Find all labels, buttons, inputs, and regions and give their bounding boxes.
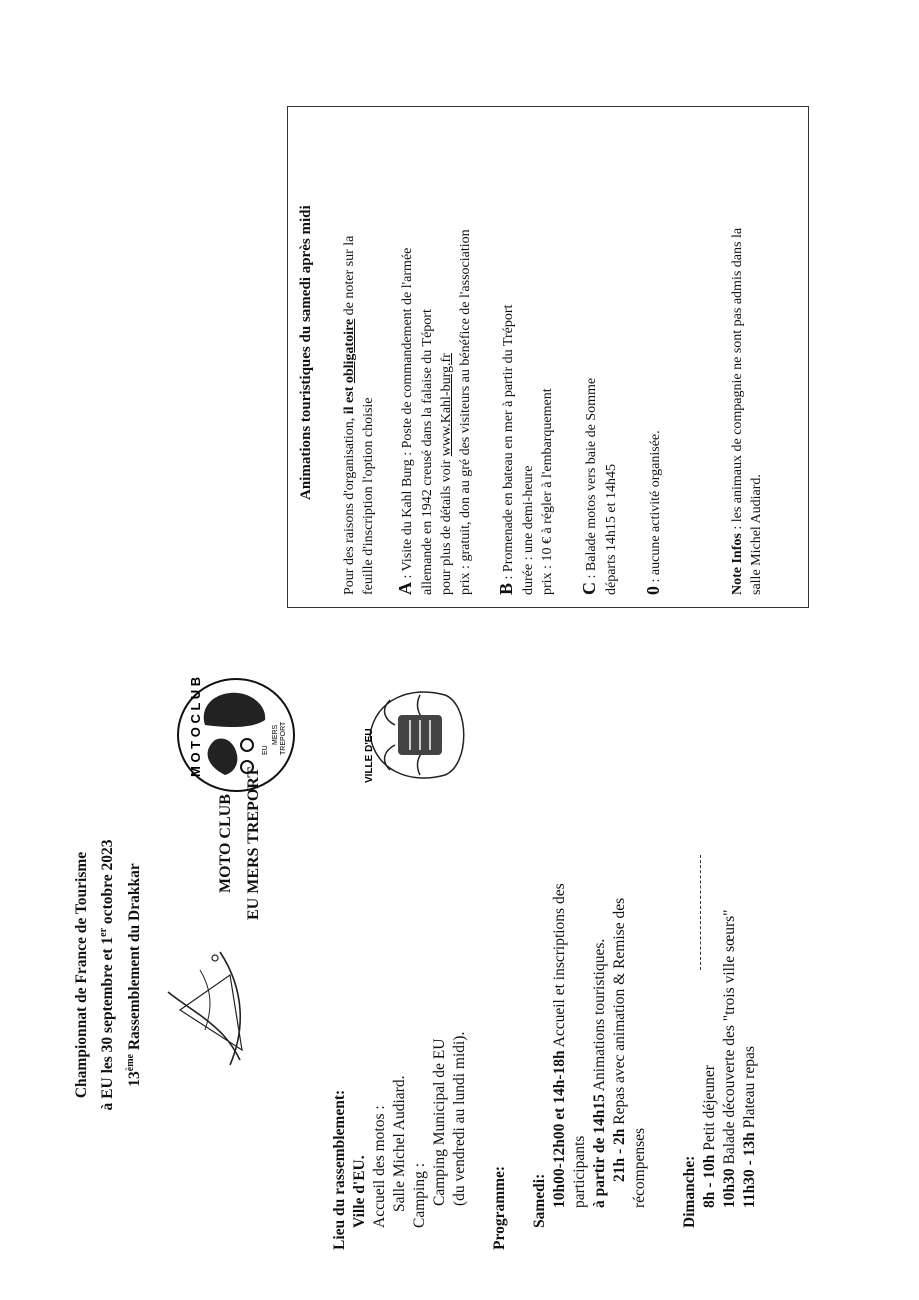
lieu-salle: Salle Michel Audiard. xyxy=(391,1075,408,1212)
note-text: : les animaux de compagnie ne sont pas admis dans la xyxy=(730,227,745,534)
option-a-line3 xyxy=(437,353,456,595)
option-a-line4: prix : gratuit, don au gré des visiteurs au bénéfice de l'association xyxy=(458,229,473,595)
header-line1: Championnat de France de Tourisme xyxy=(73,851,90,1099)
samedi-text-2: participants xyxy=(571,1135,588,1208)
option-a-line2: allemande en 1942 creusé dans la falaise du Téport xyxy=(420,309,435,595)
dimanche-time-1: 8h - 10h xyxy=(701,1154,718,1208)
animations-intro xyxy=(340,236,359,595)
lieu-ville: Ville d'EU. xyxy=(351,1155,368,1228)
option-b-text1: : Promenade en bateau en mer à partir du Tréport xyxy=(501,304,516,583)
samedi-line-4 xyxy=(610,898,630,1182)
logo-text-top: M O T O C L U B xyxy=(188,676,203,777)
option-b-line3: prix : 10 € à régler à l'embarquement xyxy=(540,388,555,595)
option-b-line2: durée : une demi-heure xyxy=(521,465,536,595)
intro-end: de noter sur la xyxy=(342,235,357,319)
samedi-line-1 xyxy=(550,883,570,1208)
header-line2-text: à EU les 30 septembre et 1 xyxy=(99,936,116,1111)
intro-bold: il est xyxy=(342,383,357,415)
logo-text-mers: MERS xyxy=(272,724,279,745)
header-line2 xyxy=(97,650,119,1300)
header-line2-sup: er xyxy=(97,927,109,937)
option-c-line1 xyxy=(580,378,601,595)
option-0-text: : aucune activité organisée. xyxy=(648,430,663,586)
kahl-burg-link[interactable]: www.Kahl-burg.fr xyxy=(439,353,454,457)
option-b-line1 xyxy=(497,305,518,595)
animations-title: Animations touristiques du samedi après midi xyxy=(298,205,314,500)
dimanche-time-2: 10h30 xyxy=(721,1168,738,1208)
club-name-line1: MOTO CLUB xyxy=(217,794,234,893)
header-line3 xyxy=(124,650,146,1300)
note-infos-line2: salle Michel Audiard. xyxy=(749,474,764,595)
lieu-accueil: Accueil des motos : xyxy=(371,1105,388,1228)
ville-logo-text: VILLE D'EU xyxy=(364,728,375,783)
lieu-camping: Camping Municipal de EU xyxy=(431,1038,448,1206)
programme-title: Programme: xyxy=(491,1165,508,1250)
samedi-line-3 xyxy=(590,939,610,1208)
dimanche-time-3: 11h30 - 13h xyxy=(741,1132,758,1208)
header-line3-text: Rassemblement du Drakkar xyxy=(126,863,143,1055)
samedi-text-3: Animations touristiques. xyxy=(591,938,608,1095)
option-a-line1 xyxy=(396,248,417,595)
option-c-line2: départs 14h15 et 14h45 xyxy=(604,463,619,595)
samedi-time-1: 10h00-12h00 et 14h-18h xyxy=(551,1050,568,1208)
lieu-camping-label: Camping : xyxy=(411,1162,428,1228)
dimanche-text-1: Petit déjeuner xyxy=(701,1065,718,1155)
samedi-line-5 xyxy=(630,1128,650,1208)
animations-intro-line2: feuille d'inscription l'option choisie xyxy=(361,397,376,595)
moto-club-logo xyxy=(175,675,297,795)
note-infos-line1 xyxy=(728,228,747,595)
ville-deu-crest xyxy=(360,675,480,795)
samedi-text-1: Accueil et inscriptions des xyxy=(551,883,568,1051)
logo-text-eu: EU xyxy=(262,745,269,755)
dimanche-line-2 xyxy=(720,910,740,1209)
header-line3-sup: ème xyxy=(124,1054,136,1072)
header-line2-end: octobre 2023 xyxy=(99,839,116,928)
samedi-line-2 xyxy=(570,1136,590,1208)
option-c-text1: : Balade motos vers baie de Somme xyxy=(584,377,599,582)
dimanche-line-3 xyxy=(740,1046,760,1208)
option-a-text1: : Visite du Kahl Burg : Poste de commandement de l'armée xyxy=(400,247,415,582)
note-label: Note Infos xyxy=(730,533,745,595)
logo-text-treport: TREPORT xyxy=(280,721,287,755)
dashed-separator xyxy=(700,855,701,970)
samedi-title: Samedi: xyxy=(531,1173,548,1228)
dimanche-title: Dimanche: xyxy=(681,1155,698,1228)
intro-obligatoire: obligatoire xyxy=(342,318,357,384)
samedi-time-4: 21h - 2h xyxy=(611,1128,628,1182)
dimanche-text-2: Balade découverte des "trois ville sœurs" xyxy=(721,909,738,1169)
samedi-text-5: récompenses xyxy=(631,1127,648,1208)
samedi-time-3: à partir de 14h15 xyxy=(591,1094,608,1208)
option-a-letter: A xyxy=(395,582,415,595)
dimanche-line-1 xyxy=(700,1065,720,1208)
option-0-line xyxy=(644,430,665,595)
option-0-letter: 0 xyxy=(643,586,663,595)
intro-text: Pour des raisons d'organisation, xyxy=(342,414,357,595)
option-a-text3: pour plus de détails voir xyxy=(439,456,454,595)
drakkar-sketch-logo xyxy=(160,940,250,1070)
option-b-letter: B xyxy=(496,582,516,595)
option-c-letter: C xyxy=(579,582,599,595)
lieu-camping-dates: (du vendredi au lundi midi). xyxy=(451,1031,468,1206)
samedi-text-4: Repas avec animation & Remise des xyxy=(611,897,628,1129)
club-name-line2: EU MERS TREPORT xyxy=(245,767,262,920)
dimanche-text-3: Plateau repas xyxy=(741,1046,758,1133)
header-line3-num: 13 xyxy=(126,1071,143,1087)
lieu-title: Lieu du rassemblement: xyxy=(331,1089,348,1250)
